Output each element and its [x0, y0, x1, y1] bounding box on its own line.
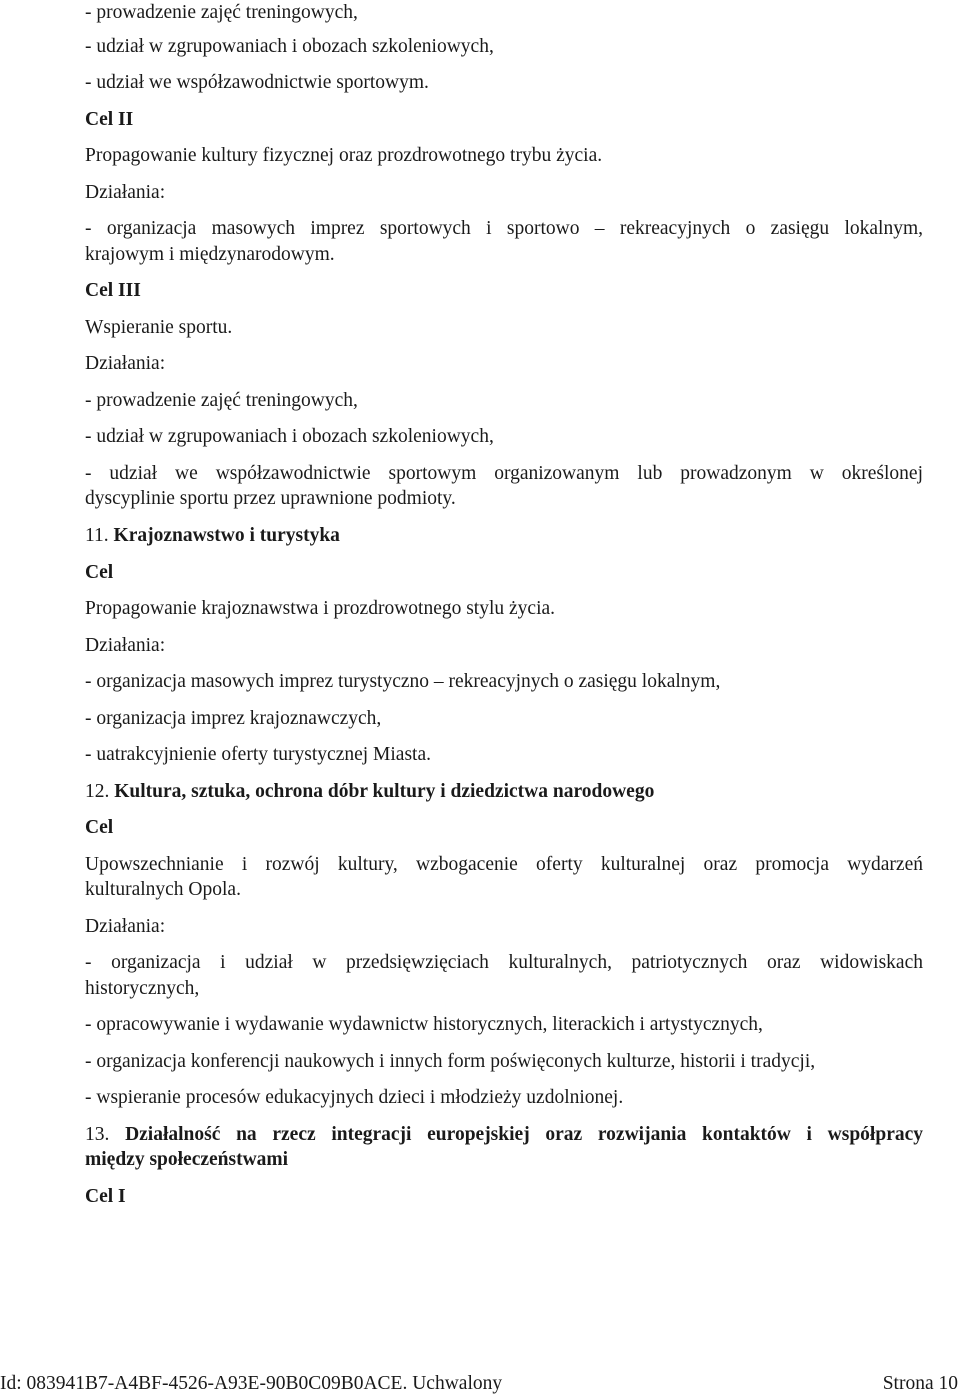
footer-page-number: Strona 10 — [882, 1373, 958, 1394]
text-line: - uatrakcyjnienie oferty turystycznej Miasta. — [85, 744, 431, 765]
section-number: 12. — [85, 781, 110, 802]
text-line: krajowym i międzynarodowym. — [85, 244, 335, 265]
goal-heading: Cel I — [85, 1186, 126, 1207]
section-title: Działalność na rzecz integracji europejskiej oraz rozwijania kontaktów i współpracy — [125, 1124, 923, 1145]
text-line: - prowadzenie zajęć treningowych, — [85, 2, 358, 23]
text-line: - udział w zgrupowaniach i obozach szkoleniowych, — [85, 36, 494, 57]
actions-label: Działania: — [85, 635, 166, 656]
section-heading — [85, 1122, 923, 1147]
text-line: Propagowanie kultury fizycznej oraz prozdrowotnego trybu życia. — [85, 145, 603, 166]
section-number: 11. — [85, 525, 109, 546]
text-line: Upowszechnianie i rozwój kultury, wzbogacenie oferty kulturalnej oraz promocja wydarzeń — [85, 854, 923, 875]
goal-heading: Cel III — [85, 280, 141, 301]
section-title: Kultura, sztuka, ochrona dóbr kultury i dziedzictwa narodowego — [114, 781, 655, 802]
text-line: - organizacja imprez krajoznawczych, — [85, 708, 382, 729]
section-title: Krajoznawstwo i turystyka — [113, 525, 340, 546]
actions-label: Działania: — [85, 353, 166, 374]
section-heading — [85, 779, 654, 804]
text-line: - organizacja konferencji naukowych i innych form poświęconych kulturze, historii i tradycji, — [85, 1051, 816, 1072]
text-line: Wspieranie sportu. — [85, 317, 233, 338]
goal-heading: Cel II — [85, 109, 134, 130]
text-line: - organizacja i udział w przedsięwzięciach kulturalnych, patriotycznych oraz widowiskach — [85, 952, 923, 973]
section-number: 13. — [85, 1124, 110, 1145]
text-line: - udział we współzawodnictwie sportowym. — [85, 72, 429, 93]
text-line: - wspieranie procesów edukacyjnych dzieci i młodzieży uzdolnionej. — [85, 1087, 624, 1108]
actions-label: Działania: — [85, 916, 166, 937]
text-line: historycznych, — [85, 978, 200, 999]
section-heading — [85, 523, 340, 548]
text-line: dyscyplinie sportu przez uprawnione podmioty. — [85, 488, 456, 509]
goal-heading: Cel — [85, 817, 114, 838]
text-line: - opracowywanie i wydawanie wydawnictw historycznych, literackich i artystycznych, — [85, 1014, 763, 1035]
actions-label: Działania: — [85, 182, 166, 203]
text-line: - prowadzenie zajęć treningowych, — [85, 390, 358, 411]
document-page — [85, 0, 923, 1340]
text-line: - udział w zgrupowaniach i obozach szkoleniowych, — [85, 426, 494, 447]
text-line: - udział we współzawodnictwie sportowym organizowanym lub prowadzonym w określonej — [85, 463, 923, 484]
text-line: - organizacja masowych imprez sportowych i sportowo – rekreacyjnych o zasięgu lokalnym, — [85, 218, 923, 239]
footer-document-id: Id: 083941B7-A4BF-4526-A93E-90B0C09B0ACE. Uchwalony — [0, 1373, 503, 1394]
goal-heading: Cel — [85, 562, 114, 583]
text-line: Propagowanie krajoznawstwa i prozdrowotnego stylu życia. — [85, 598, 556, 619]
text-line: kulturalnych Opola. — [85, 879, 241, 900]
section-title-continued: między społeczeństwami — [85, 1149, 289, 1170]
text-line: - organizacja masowych imprez turystyczno – rekreacyjnych o zasięgu lokalnym, — [85, 671, 721, 692]
